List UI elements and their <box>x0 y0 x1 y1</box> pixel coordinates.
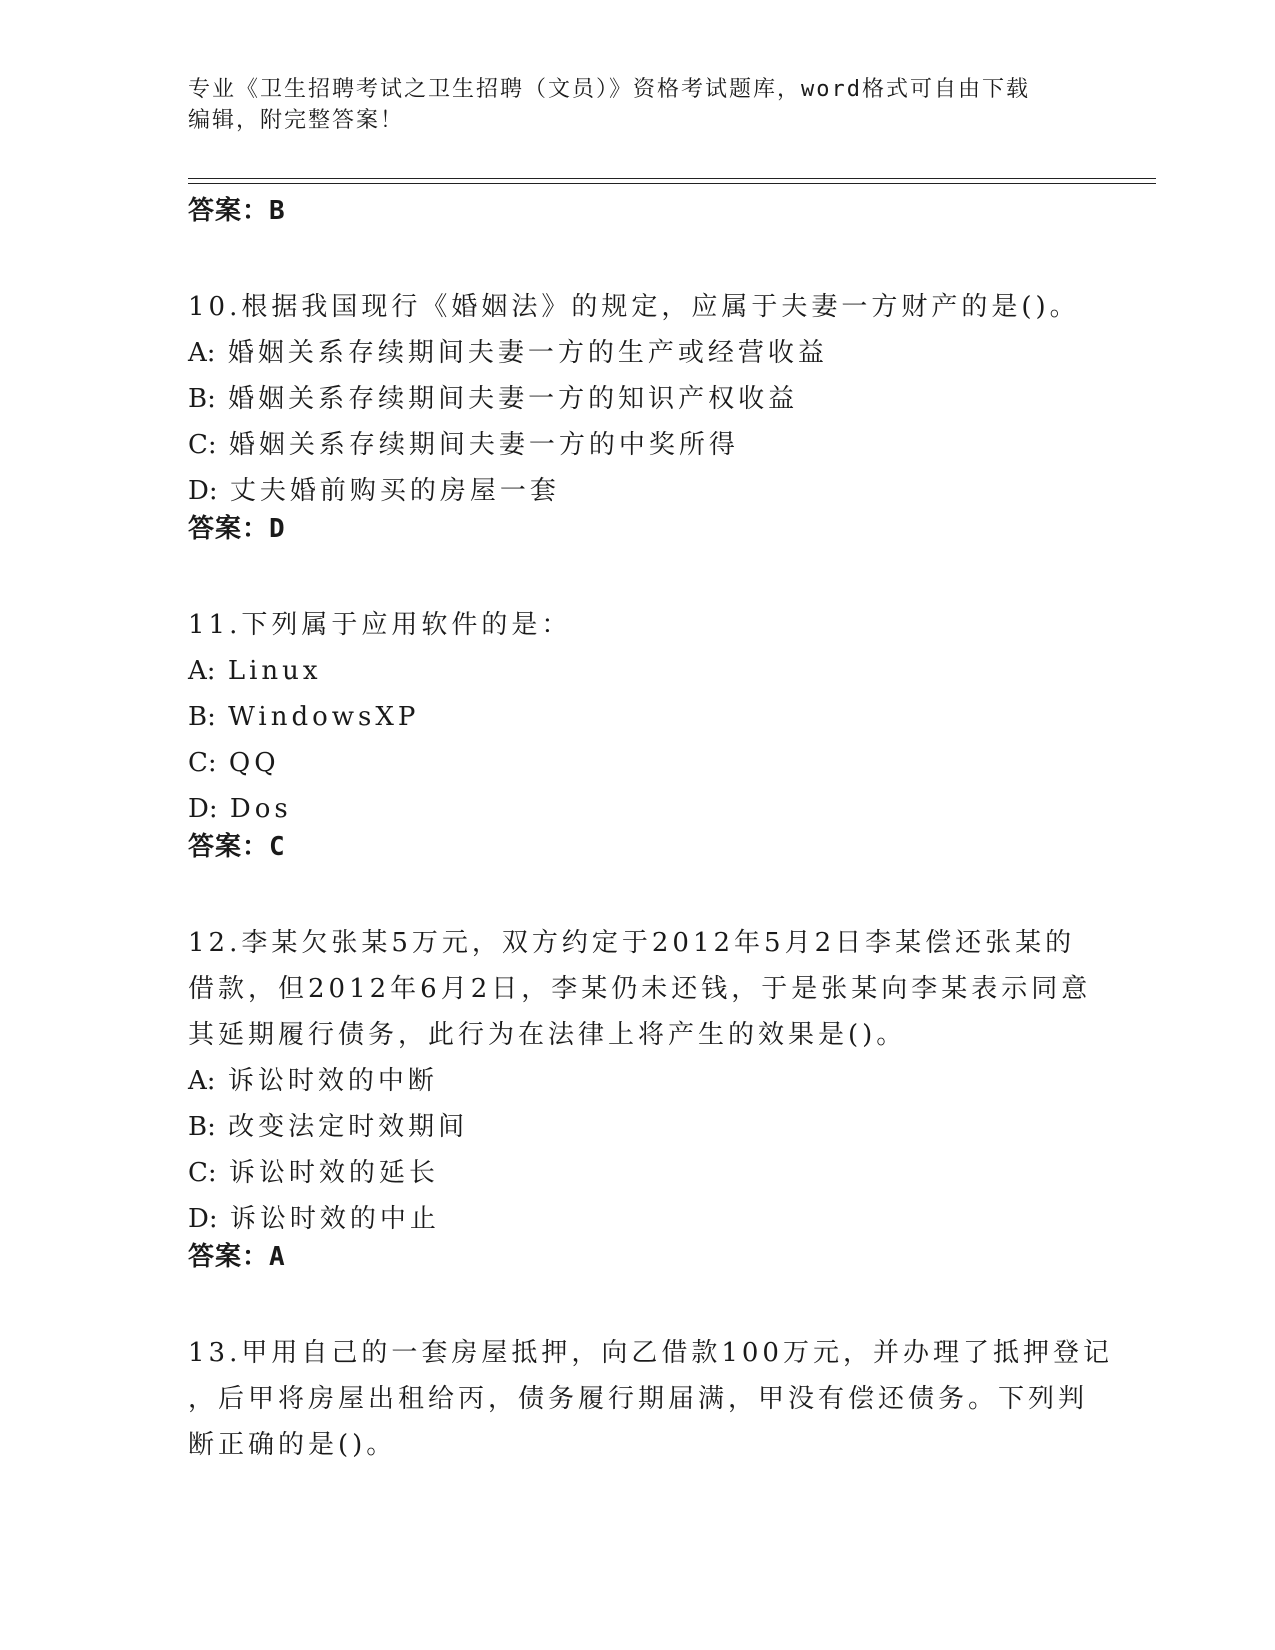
header-rule-top <box>188 178 1156 179</box>
answer-line: 答案：A <box>188 1242 286 1272</box>
option-text: 婚姻关系存续期间夫妻一方的知识产权收益 <box>228 384 799 414</box>
option-label: C: <box>188 748 217 778</box>
option-label: B: <box>188 1112 216 1142</box>
option-c <box>188 740 1088 786</box>
question-text: 断正确的是()。 <box>188 1430 397 1460</box>
option-a <box>188 330 1088 376</box>
option-text: QQ <box>228 748 280 778</box>
question-list <box>188 194 1113 1468</box>
option-label: A: <box>188 656 216 686</box>
question-text: 13.甲用自己的一套房屋抵押，向乙借款100万元，并办理了抵押登记 <box>188 1338 1113 1368</box>
option-text: 诉讼时效的延长 <box>228 1158 439 1188</box>
option-a <box>188 648 1088 694</box>
option-label: A: <box>188 338 216 368</box>
question-block <box>188 920 1092 1274</box>
option-label: C: <box>188 1158 217 1188</box>
option-c <box>188 1150 1088 1196</box>
option-label: B: <box>188 384 216 414</box>
question-block <box>188 284 1088 546</box>
option-text: 改变法定时效期间 <box>228 1112 469 1142</box>
question-text: ，后甲将房屋出租给丙，债务履行期届满，甲没有偿还债务。下列判 <box>188 1384 1089 1414</box>
question-text: 11.下列属于应用软件的是： <box>188 610 572 640</box>
question-text: 其延期履行债务，此行为在法律上将产生的效果是()。 <box>188 1020 907 1050</box>
answer-line: 答案：D <box>188 514 286 544</box>
option-text: 丈夫婚前购买的房屋一套 <box>229 476 560 506</box>
option-b <box>188 376 1088 422</box>
header-line-1: 专业《卫生招聘考试之卫生招聘（文员）》资格考试题库，word格式可自由下载 <box>188 77 1030 102</box>
option-text: 婚姻关系存续期间夫妻一方的中奖所得 <box>228 430 739 460</box>
option-d <box>188 1196 1088 1242</box>
question-text: 借款，但2012年6月2日，李某仍未还钱，于是张某向李某表示同意 <box>188 974 1092 1004</box>
option-label: B: <box>188 702 216 732</box>
answer-line: 答案：C <box>188 832 286 862</box>
option-text: 婚姻关系存续期间夫妻一方的生产或经营收益 <box>227 338 828 368</box>
option-label: D: <box>188 476 218 506</box>
option-text: 诉讼时效的中断 <box>227 1066 438 1096</box>
question-block <box>188 602 1088 864</box>
question-text: 10.根据我国现行《婚姻法》的规定，应属于夫妻一方财产的是()。 <box>188 292 1080 322</box>
option-label: D: <box>188 1204 218 1234</box>
option-text: WindowsXP <box>228 702 420 732</box>
option-text: 诉讼时效的中止 <box>229 1204 440 1234</box>
header-rule-bottom <box>188 183 1156 184</box>
option-label: A: <box>188 1066 216 1096</box>
question-block <box>188 1330 1113 1468</box>
option-d <box>188 468 1088 514</box>
option-d <box>188 786 1088 832</box>
option-text: Linux <box>227 656 322 686</box>
option-c <box>188 422 1088 468</box>
document-header <box>188 74 1068 136</box>
answer-line: 答案：B <box>188 196 286 226</box>
option-b <box>188 694 1088 740</box>
option-b <box>188 1104 1088 1150</box>
header-line-2: 编辑，附完整答案！ <box>188 108 405 133</box>
option-text: Dos <box>229 794 292 824</box>
question-text: 12.李某欠张某5万元，双方约定于2012年5月2日李某偿还张某的 <box>188 928 1076 958</box>
option-label: C: <box>188 430 217 460</box>
option-label: D: <box>188 794 218 824</box>
option-a <box>188 1058 1088 1104</box>
